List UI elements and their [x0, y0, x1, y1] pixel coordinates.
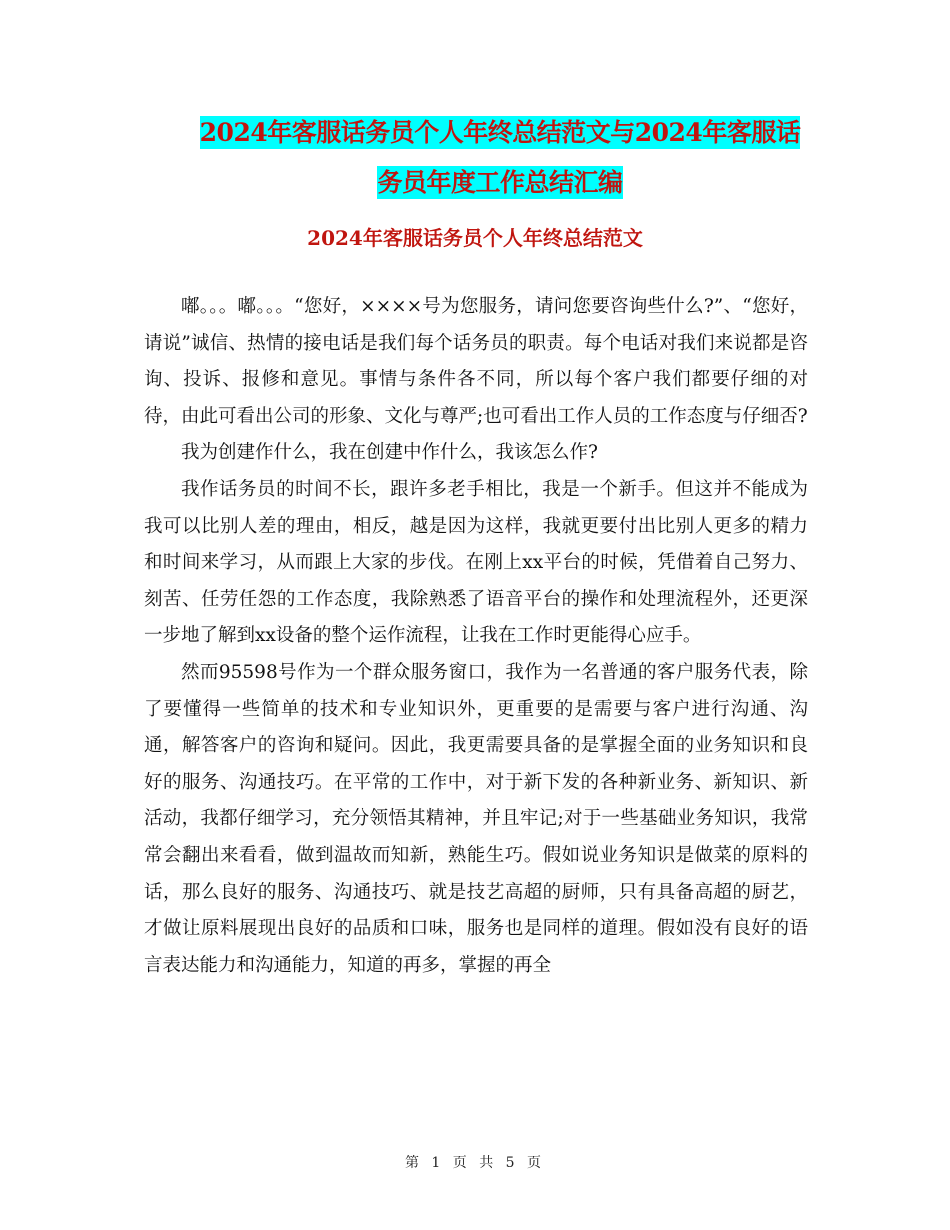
- title-line-1: 2024年客服话务员个人年终总结范文与2024年客服话: [199, 118, 801, 147]
- title-line-2: 务员年度工作总结汇编: [377, 168, 623, 197]
- section-title: 2024年客服话务员个人年终总结范文: [307, 226, 643, 250]
- paragraph: 我为创建作什么，我在创建中作什么，我该怎么作?: [181, 442, 598, 464]
- page-footer: 第 1 页 共 5 页: [404, 1155, 546, 1171]
- body-text: [144, 289, 808, 984]
- document-title: [120, 108, 880, 208]
- paragraph: 我作话务员的时间不长，跟许多老手相比，我是一个新手。但这并不能成为我可以比别人差的理由，相反，越是因为这样，我就更要付出比别人更多的精力和时间来学习，从而跟上大家的步伐。在刚上xx平台的时候，凭借着自己努力、刻苦、任劳任怨的工作态度，我除熟悉了语音平台的操作和处理流程外，还更深一步地了解到xx设备的整个运作流程，让我在工作时更能得心应手。: [144, 478, 808, 647]
- paragraph: 然而95598号作为一个群众服务窗口，我作为一名普通的客户服务代表，除了要懂得一些简单的技术和专业知识外，更重要的是需要与客户进行沟通、沟通，解答客户的咨询和疑问。因此，我更需要具备的是掌握全面的业务知识和良好的服务、沟通技巧。在平常的工作中，对于新下发的各种新业务、新知识、新活动，我都仔细学习，充分领悟其精神，并且牢记;对于一些基础业务知识，我常常会翻出来看看，做到温故而知新，熟能生巧。假如说业务知识是做菜的原料的话，那么良好的服务、沟通技巧、就是技艺高超的厨师，只有具备高超的厨艺，才做让原料展现出良好的品质和口味，服务也是同样的道理。假如没有良好的语言表达能力和沟通能力，知道的再多，掌握的再全: [144, 661, 808, 976]
- paragraph: 嘟。。。嘟。。。“您好，××××号为您服务，请问您要咨询些什么?”、“您好，请说”诚信、热情的接电话是我们每个话务员的职责。每个电话对我们来说都是咨询、投诉、报修和意见。事情与条件各不同，所以每个客户我们都要仔细的对待，由此可看出公司的形象、文化与尊严;也可看出工作人员的工作态度与仔细否?: [144, 296, 808, 427]
